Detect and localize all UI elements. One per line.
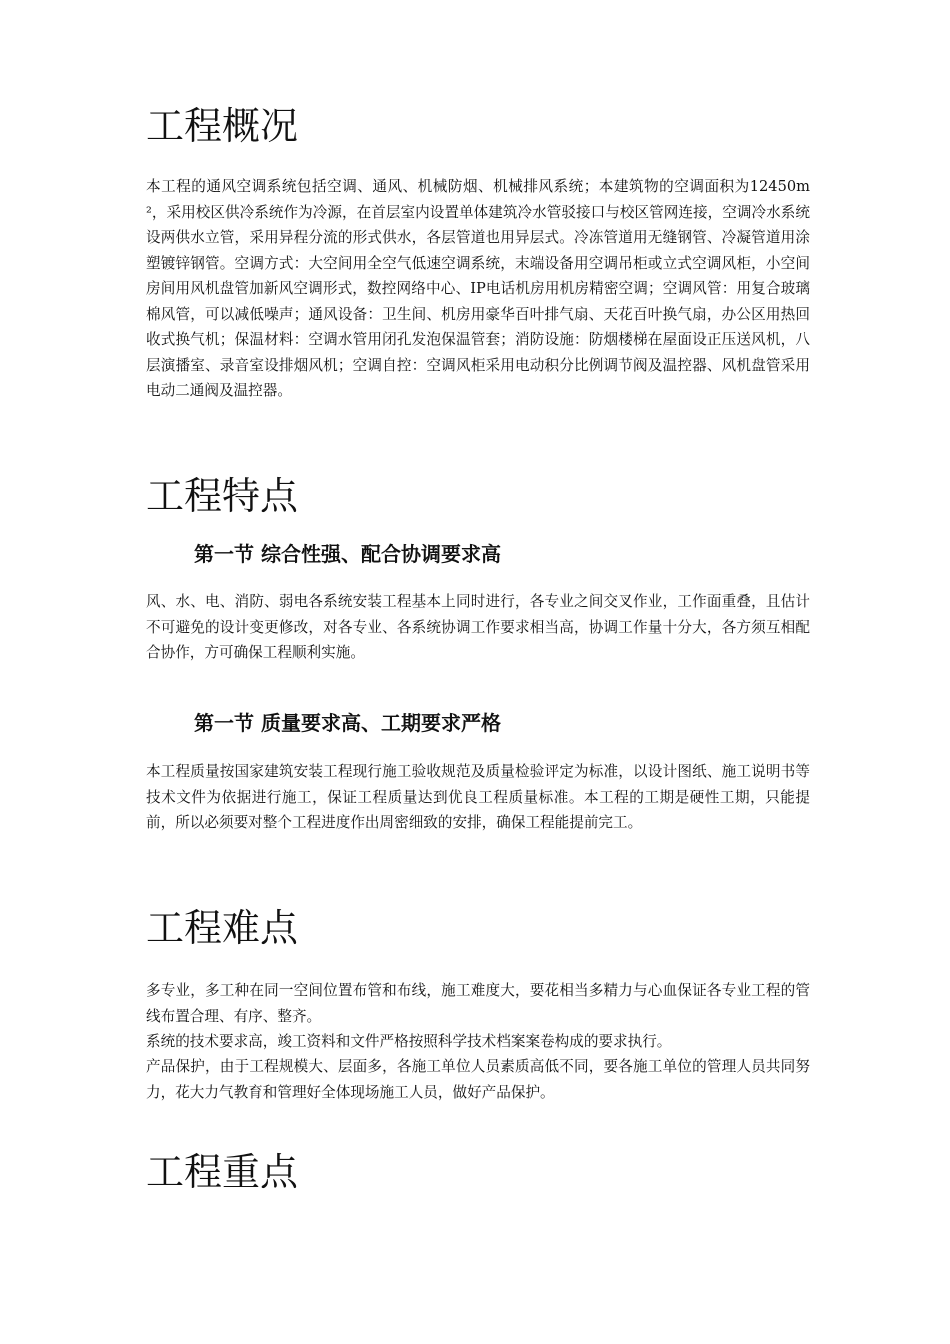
subheading-quality: 第一节 质量要求高、工期要求严格 — [194, 711, 501, 735]
paragraph-coordination: 风、水、电、消防、弱电各系统安装工程基本上同时进行，各专业之间交叉作业，工作面重叠，且估计不可避免的设计变更修改，对各专业、各系统协调工作要求相当高，协调工作量十分大，各方须互相配合协作，方可确保工程顺利实施。 — [146, 593, 810, 661]
heading-difficulties: 工程难点 — [146, 906, 299, 950]
paragraph-difficulty-2: 系统的技术要求高，竣工资料和文件严格按照科学技术档案案卷构成的要求执行。 — [146, 1033, 672, 1050]
paragraph-difficulty-1: 多专业，多工种在同一空间位置布管和布线，施工难度大，要花相当多精力与心血保证各专业工程的管线布置合理、有序、整齐。 — [146, 982, 810, 1025]
paragraph-difficulty-3: 产品保护，由于工程规模大、层面多，各施工单位人员素质高低不同，要各施工单位的管理人员共同努力，花大力气教育和管理好全体现场施工人员，做好产品保护。 — [146, 1058, 810, 1101]
heading-overview: 工程概况 — [146, 104, 299, 148]
subheading-coordination: 第一节 综合性强、配合协调要求高 — [194, 542, 501, 566]
heading-features: 工程特点 — [146, 474, 299, 518]
paragraph-overview: 本工程的通风空调系统包括空调、通风、机械防烟、机械排风系统；本建筑物的空调面积为12450m²，采用校区供冷系统作为冷源，在首层室内设置单体建筑冷水管驳接口与校区管网连接，空调冷水系统设两供水立管，采用异程分流的形式供水，各层管道也用异层式。冷冻管道用无缝钢管、冷凝管道用涂塑镀锌钢管。空调方式：大空间用全空气低速空调系统，末端设备用空调吊柜或立式空调风柜，小空间房间用风机盘管加新风空调形式，数控网络中心、IP电话机房用机房精密空调；空调风管：用复合玻璃棉风管，可以减低噪声；通风设备：卫生间、机房用豪华百叶排气扇、天花百叶换气扇，办公区用热回收式换气机；保温材料：空调水管用闭孔发泡保温管套；消防设施：防烟楼梯在屋面设正压送风机，八层演播室、录音室设排烟风机；空调自控：空调风柜采用电动积分比例调节阀及温控器、风机盘管采用电动二通阀及温控器。 — [146, 178, 810, 399]
paragraph-quality: 本工程质量按国家建筑安装工程现行施工验收规范及质量检验评定为标准，以设计图纸、施工说明书等技术文件为依据进行施工，保证工程质量达到优良工程质量标准。本工程的工期是硬性工期，只能提前，所以必须要对整个工程进度作出周密细致的安排，确保工程能提前完工。 — [146, 763, 810, 831]
heading-keypoints: 工程重点 — [146, 1150, 299, 1194]
